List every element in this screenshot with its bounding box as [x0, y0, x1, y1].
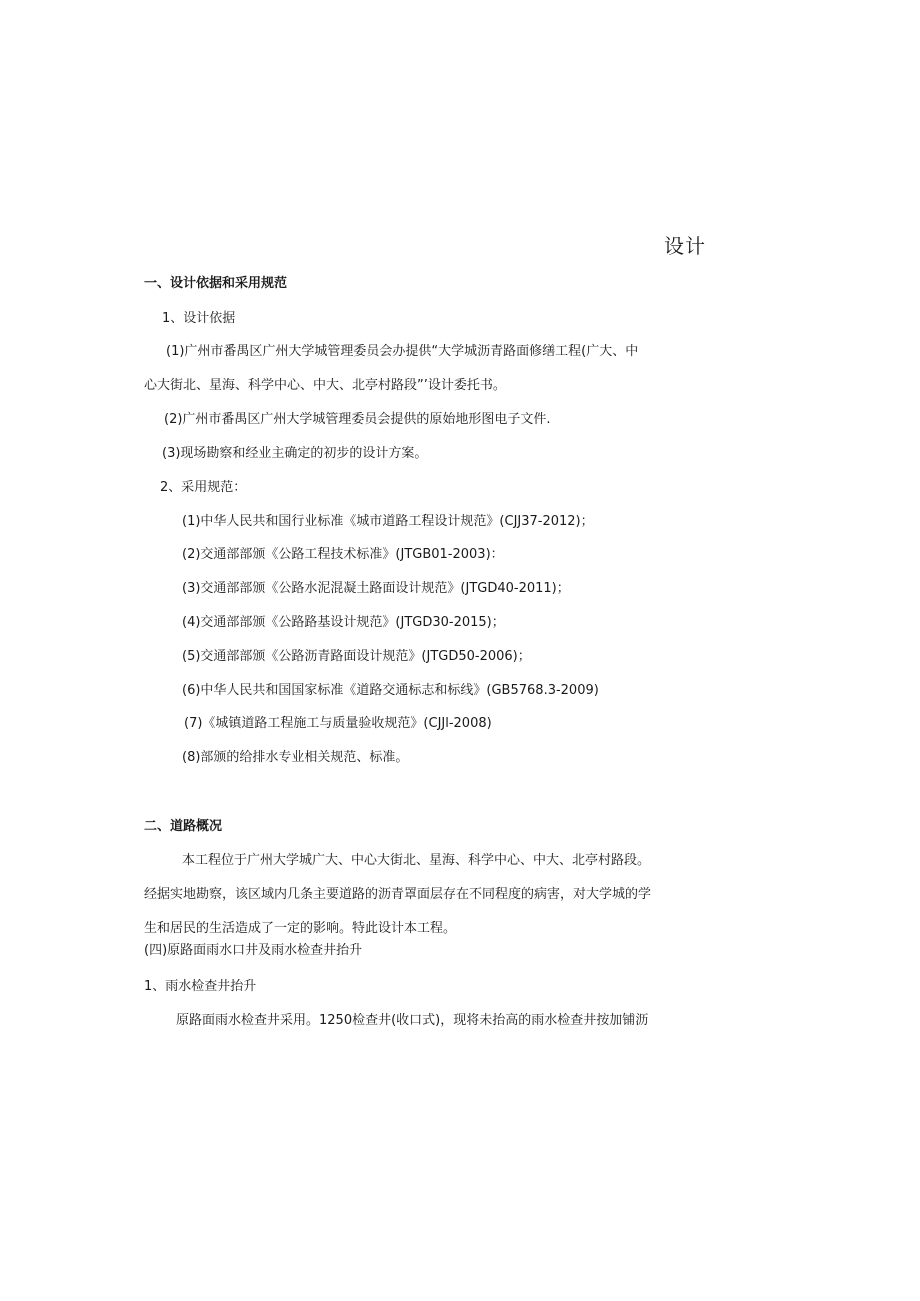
section-heading-design-basis: 一、设计依据和采用规范 [144, 276, 288, 291]
basis-item-1-line-2: 心大街北、星海、科学中心、中大、北亭村路段”’设计委托书。 [144, 378, 506, 393]
subsection-heading-manhole-lifting: (四)原路面雨水口井及雨水检查井抬升 [144, 943, 363, 958]
standard-item: (5)交通部部颁《公路沥青路面设计规范》(JTGD50-2006)； [182, 649, 531, 664]
standard-item: (6)中华人民共和国国家标准《道路交通标志和标线》(GB5768.3-2009) [182, 683, 599, 698]
standard-item: (1)中华人民共和国行业标准《城市道路工程设计规范》(CJJ37-2012)； [182, 514, 594, 529]
basis-item-3: (3)现场勘察和经业主确定的初步的设计方案。 [162, 446, 428, 461]
overview-paragraph-line-1: 本工程位于广州大学城广大、中心大街北、星海、科学中心、中大、北亭村路段。 [182, 853, 651, 868]
overview-paragraph-line-2: 经据实地勘察，该区域内几条主要道路的沥青罩面层存在不同程度的病害，对大学城的学 [144, 887, 652, 902]
page-title: 设计 [664, 234, 706, 258]
subsection-heading-basis: 1、设计依据 [162, 311, 236, 326]
item-heading-rain-manhole: 1、雨水检查井抬升 [144, 979, 257, 994]
section-heading-road-overview: 二、道路概况 [144, 819, 223, 834]
standard-item: (3)交通部部颁《公路水泥混凝土路面设计规范》(JTGD40-2011)； [182, 581, 570, 596]
overview-paragraph-line-3: 生和居民的生活造成了一定的影响。特此设计本工程。 [144, 921, 457, 936]
standard-item: (7)《城镇道路工程施工与质量验收规范》(CJJl-2008) [184, 716, 492, 731]
standard-item: (4)交通部部颁《公路路基设计规范》(JTGD30-2015)； [182, 615, 505, 630]
basis-item-1-line-1: (1)广州市番禺区广州大学城管理委员会办提供“大学城沥青路面修缮工程(广大、中 [166, 344, 639, 359]
basis-item-2: (2)广州市番禺区广州大学城管理委员会提供的原始地形图电子文件. [164, 412, 551, 427]
rain-manhole-paragraph: 原路面雨水检查井采用。1250检查井(收口式)，现将未抬高的雨水检查井按加铺沥 [176, 1013, 649, 1028]
standard-item: (8)部颁的给排水专业相关规范、标准。 [182, 750, 409, 765]
subsection-heading-standards: 2、采用规范： [160, 480, 247, 495]
standard-item: (2)交通部部颁《公路工程技术标准》(JTGB01-2003)： [182, 547, 504, 562]
